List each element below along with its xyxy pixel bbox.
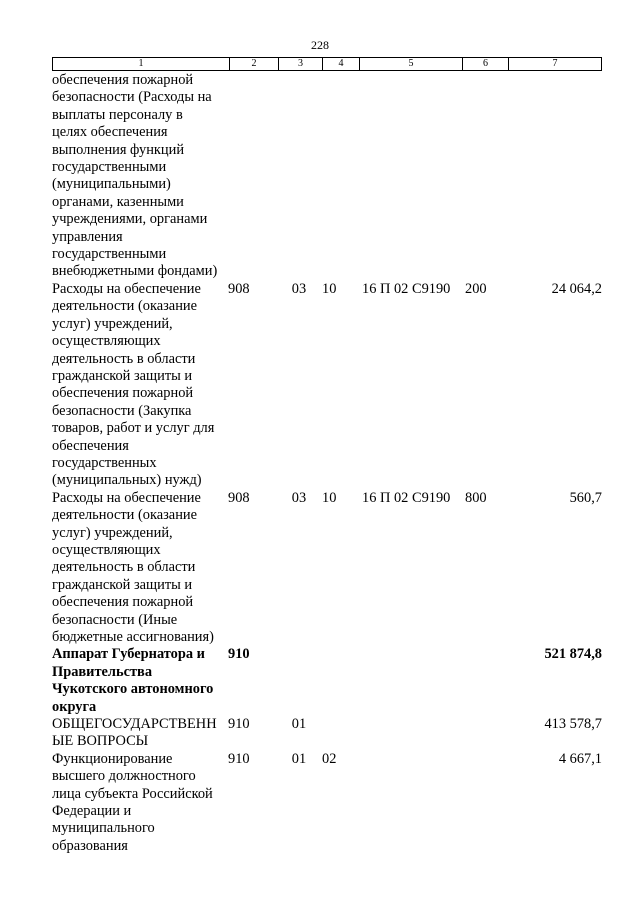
row-target: 16 П 02 С9190: [362, 280, 451, 297]
header-col-1: 1: [138, 58, 144, 69]
row-amount: 4 667,1: [558, 750, 602, 767]
header-col-5: 5: [408, 58, 414, 69]
row-name: Расходы на обеспечение деятельности (оказание услуг) учреждений, осуществляющих деятельность в области гражданской защиты и обеспечения пожарной безопасности (Иные бюджетные ассигнования): [52, 489, 214, 645]
table-header: [52, 57, 602, 71]
row-subsection: 02: [322, 750, 337, 767]
row-section: 03: [291, 280, 307, 297]
row-code: 910: [228, 646, 250, 663]
row-name: обеспечения пожарной безопасности (Расходы на выплаты персоналу в целях обеспечения выполнения функций государственными (муниципальными) органами, казенными учреждениями, органами управления государственными внебюджетными фондами): [52, 72, 218, 280]
row-section: 01: [291, 750, 307, 767]
row-subsection: 10: [322, 280, 337, 297]
row-target: 16 П 02 С9190: [362, 489, 451, 506]
row-name: Расходы на обеспечение деятельности (оказание услуг) учреждений, осуществляющих деятельность в области гражданской защиты и обеспечения пожарной безопасности (Закупка товаров, работ и услуг для обеспечения государственных (муниципальных) нужд): [52, 280, 215, 489]
row-section: 01: [291, 716, 307, 733]
table-row: [52, 716, 612, 751]
header-col-2: 2: [251, 58, 257, 69]
row-type: 200: [465, 280, 487, 297]
budget-table-body: [52, 72, 612, 855]
row-code: 908: [228, 280, 250, 297]
header-col-4: 4: [338, 58, 344, 69]
row-type: 800: [465, 489, 487, 506]
table-row: [52, 490, 612, 647]
table-row: [52, 72, 612, 281]
row-amount: 413 578,7: [544, 716, 602, 733]
row-amount: 24 064,2: [551, 280, 602, 297]
row-amount: 560,7: [569, 489, 602, 506]
row-name: Функционирование высшего должностного лица субъекта Российской Федерации и муниципального образования: [52, 750, 213, 854]
row-name: Аппарат Губернатора и Правительства Чукотского автономного округа: [52, 646, 214, 715]
header-col-7: 7: [552, 58, 558, 69]
table-row: [52, 281, 612, 490]
header-col-6: 6: [483, 58, 488, 69]
row-code: 910: [228, 750, 250, 767]
table-row: [52, 646, 612, 716]
row-code: 908: [228, 489, 250, 506]
row-code: 910: [228, 716, 250, 733]
page-number: 228: [311, 38, 329, 52]
row-amount: 521 874,8: [544, 646, 602, 663]
header-col-3: 3: [298, 58, 303, 69]
row-subsection: 10: [322, 489, 337, 506]
table-row: [52, 751, 612, 855]
row-section: 03: [291, 489, 307, 506]
row-name: ОБЩЕГОСУДАРСТВЕНН ЫЕ ВОПРОСЫ: [52, 716, 217, 750]
